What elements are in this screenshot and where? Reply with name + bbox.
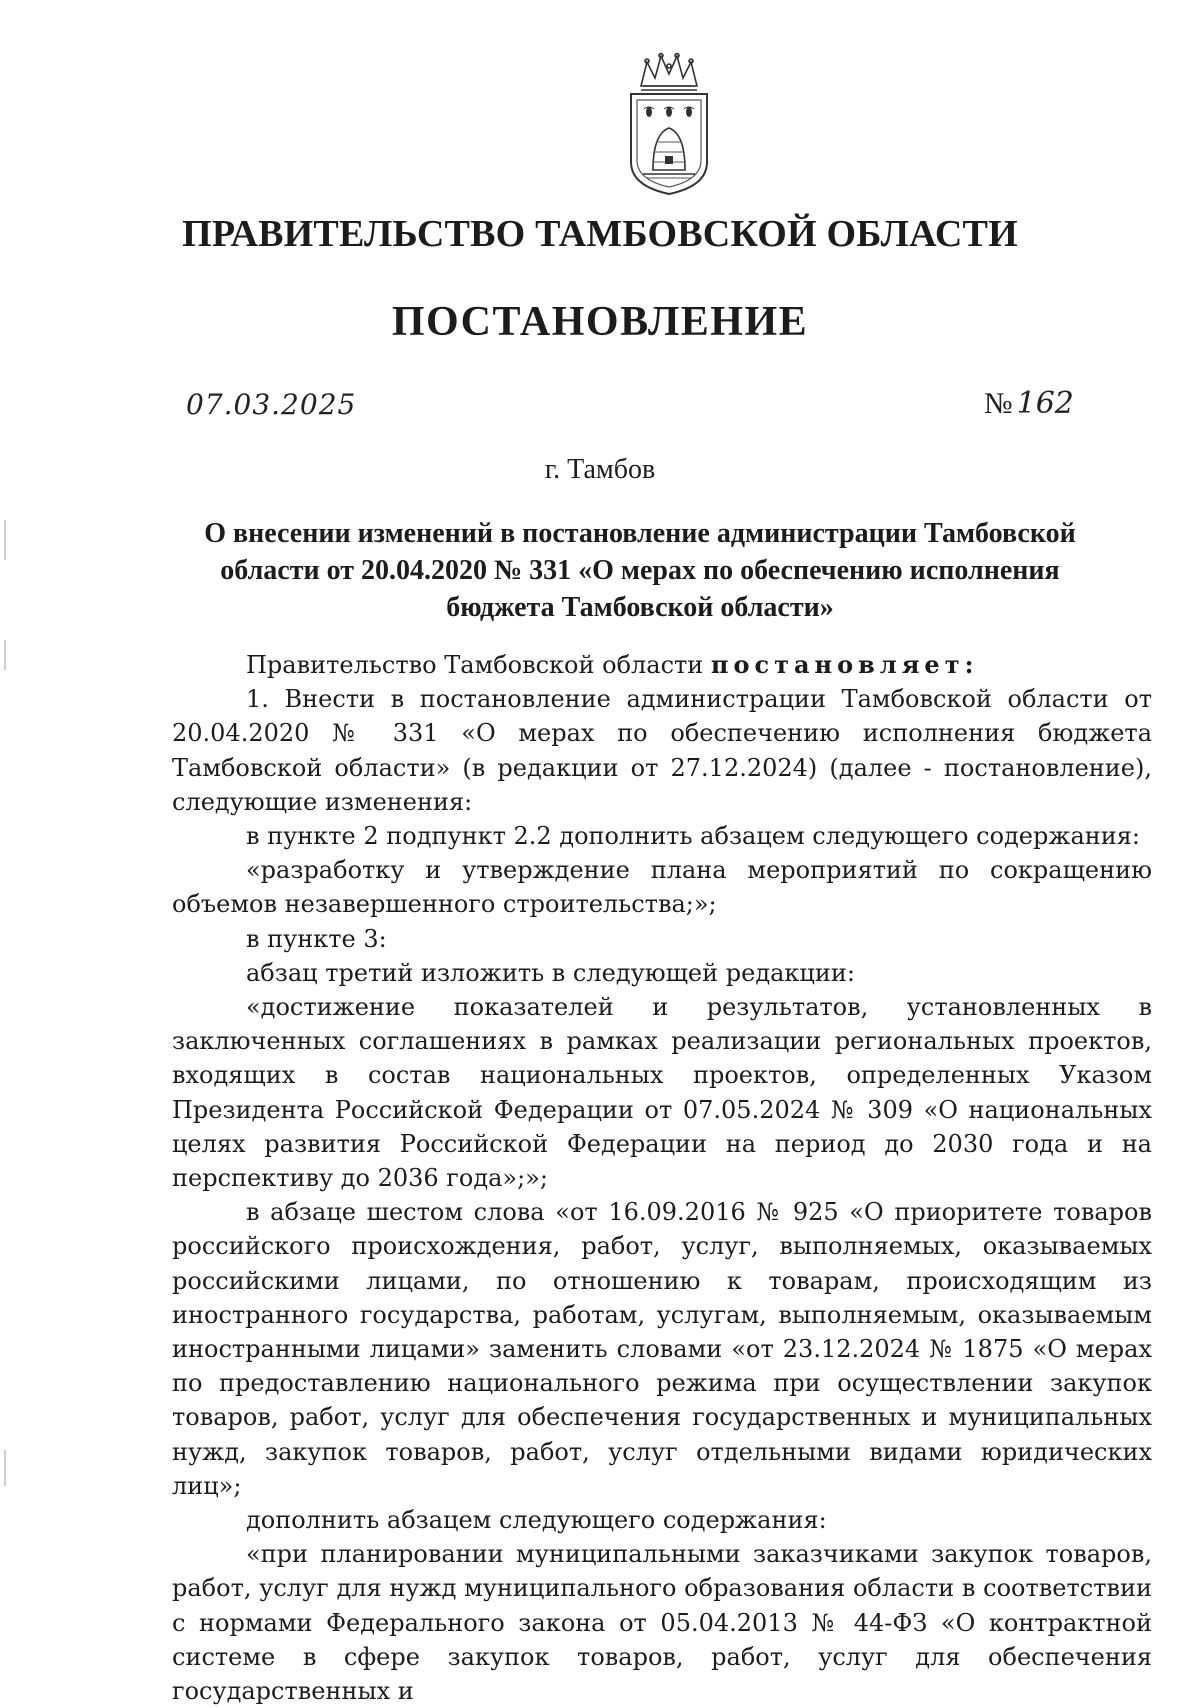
paragraph: «разработку и утверждение плана мероприятий по сокращению объемов незавершенного строительства;»; (172, 856, 1152, 919)
paragraph: дополнить абзацем следующего содержания: (246, 1506, 827, 1535)
paragraph: в пункте 3: (246, 924, 387, 953)
paragraph: 1. Внести в постановление администрации Тамбовской области от 20.04.2020 № 331 «О мерах по обеспечению исполнения бюджета Тамбовской области» (в редакции от 27.12.2024) (далее - постановление), следующие изменения: (172, 685, 1152, 816)
handwritten-number: 162 (1016, 386, 1074, 421)
paragraph: «достижение показателей и результатов, установленных в заключенных соглашениях в рамках реализации региональных проектов, входящих в состав национальных проектов, определенных Указом Президента Российской Федерации от 07.05.2024 № 309 «О национальных целях развития Российской Федерации на период до 2030 года и на перспективу до 2036 года»;»; (172, 993, 1152, 1193)
organization-name: ПРАВИТЕЛЬСТВО ТАМБОВСКОЙ ОБЛАСТИ (182, 213, 1018, 255)
intro-text: Правительство Тамбовской области (246, 651, 711, 679)
intro-paragraph (172, 648, 1152, 682)
paragraph: в пункте 2 подпункт 2.2 дополнить абзацем следующего содержания: (246, 822, 1140, 851)
tambov-coat-of-arms-icon (623, 52, 715, 198)
document-type-heading: ПОСТАНОВЛЕНИЕ (391, 299, 809, 345)
paragraph: в абзаце шестом слова «от 16.09.2016 № 925 «О приоритете товаров российского происхождения, работ, услуг, выполняемых, оказываемых российскими лицами, по отношению к товарам, происходящим из иностранного государства, работам, услугам, выполняемым, оказываемым иностранными лицами» заменить словами «от 23.12.2024 № 1875 «О мерах по предоставлению национального режима при осуществлении закупок товаров, работ, услуг для обеспечения государственных и муниципальных нужд, закупок товаров, работ, услуг отдельными видами юридических лиц»; (172, 1198, 1152, 1500)
decree-word: постановляет: (710, 650, 979, 679)
scan-margin-mark (4, 1450, 6, 1486)
document-body (172, 648, 1152, 1708)
paragraph: «при планировании муниципальными заказчиками закупок товаров, работ, услуг для нужд муниципального образования области в соответствии с нормами Федерального закона от 05.04.2013 № 44-ФЗ «О контрактной системе в сфере закупок товаров, работ, услуг для обеспечения государственных и (172, 1540, 1152, 1706)
number-prefix: № (984, 387, 1013, 420)
document-number (984, 386, 1074, 421)
scan-margin-mark (4, 640, 6, 670)
city-line: г. Тамбов (544, 454, 656, 485)
document-title: О внесении изменений в постановление администрации Тамбовской области от 20.04.2020 № 331 «О мерах по обеспечению исполнения бюджета Тамбовской области» (204, 518, 1076, 623)
paragraph: абзац третий изложить в следующей редакции: (246, 958, 855, 987)
handwritten-date: 07.03.2025 (186, 388, 357, 421)
scan-margin-mark (4, 520, 6, 560)
